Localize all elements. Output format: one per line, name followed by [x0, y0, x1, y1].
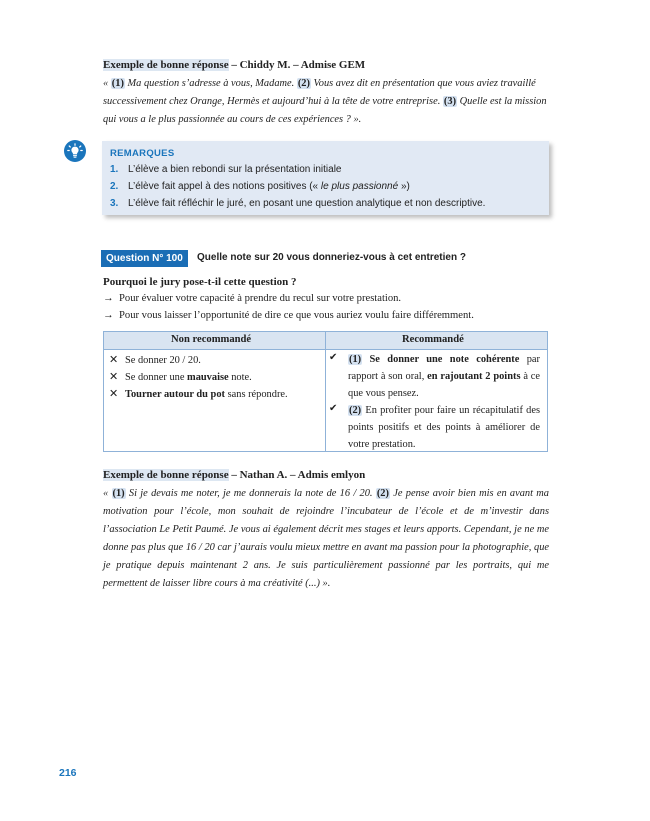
arrow-right-icon: → — [103, 310, 114, 321]
not-recommended-item: ✕ Se donner une mauvaise note. — [109, 370, 252, 383]
example-1-title — [103, 58, 549, 72]
remarks-title: REMARQUES — [110, 148, 175, 159]
recommended-item: (2) En profiter pour faire un récapitulatif des points positifs et des points à améliorer de votre prestation. — [348, 405, 540, 450]
check-icon: ✔ — [329, 352, 338, 363]
column-divider — [325, 332, 326, 451]
arrow-right-icon: → — [103, 293, 114, 304]
recommended-item: (1) Se donner une note cohérente par rapport à son oral, en rajoutant 2 points à ce que vous pensez. — [348, 354, 541, 399]
example-author: – Nathan A. – Admis emlyon — [228, 469, 366, 481]
recommendation-table — [103, 331, 548, 452]
lightbulb-icon — [64, 140, 86, 162]
why-title: Pourquoi le jury pose-t-il cette question ? — [103, 276, 297, 288]
remark-item: 3. L’élève fait réfléchir le juré, en posant une question analytique et non descriptive. — [110, 198, 486, 209]
marker-2: (2) — [297, 78, 310, 89]
marker-1: (1) — [112, 488, 125, 499]
example-2-quote: « (1) Si je devais me noter, je me donnerais la note de 16 / 20. (2) Je pense avoir bien mis en avant ma motivation pour l’école, mon souhait de rejoindre l’incubateur de l’école et de m’investir dans l’association Le Petit Paumé. Je vous ai également décrit mes stages et leurs apports. Cependant, je ne me donne pas plus que 16 / 20 car j’aurais voulu mieux mettre en avant ma passion pour la photographie, que je pratique depuis maintenant 2 ans. Je suis particulièrement passionné par les portraits, qui me permettent de laisser libre cours à ma créativité (...) ». — [103, 488, 550, 589]
question-text: Quelle note sur 20 vous donneriez-vous à cet entretien ? — [197, 252, 466, 263]
marker-1: (1) — [111, 78, 124, 89]
remarks-box — [102, 141, 549, 215]
remark-item: 2. L’élève fait appel à des notions positives (« le plus passionné ») — [110, 181, 410, 192]
marker-3: (3) — [443, 96, 457, 107]
example-label: Exemple de bonne réponse — [103, 469, 229, 481]
not-recommended-item: ✕ Se donner 20 / 20. — [109, 353, 201, 366]
check-icon: ✔ — [329, 403, 338, 414]
cross-icon: ✕ — [109, 353, 119, 366]
example-author: – Chiddy M. – Admise GEM — [228, 59, 366, 71]
cross-icon: ✕ — [109, 370, 119, 383]
example-2 — [103, 468, 549, 593]
marker-2: (2) — [376, 488, 389, 499]
why-item: → Pour évaluer votre capacité à prendre du recul sur votre prestation. — [103, 293, 402, 304]
header-not-recommended: Non recommandé — [171, 334, 252, 345]
example-label: Exemple de bonne réponse — [103, 59, 229, 71]
not-recommended-item: ✕ Tourner autour du pot sans répondre. — [109, 387, 288, 400]
example-2-title — [103, 468, 549, 482]
remark-item: 1. L’élève a bien rebondi sur la présentation initiale — [110, 164, 342, 175]
header-recommended: Recommandé — [402, 334, 464, 345]
example-1-quote: « (1) Ma question s’adresse à vous, Madame. (2) Vous avez dit en présentation que vous aviez travaillé successivement chez Orange, Hermès et aujourd’hui à la tête de votre entreprise. (3) Quelle est la mission qui vous a le plus passionnée au cours de ces expériences ? ». — [103, 78, 547, 125]
page-number: 216 — [59, 767, 77, 779]
example-1 — [103, 58, 549, 129]
why-item: → Pour vous laisser l’opportunité de dire ce que vous auriez voulu faire différemment. — [103, 310, 474, 321]
question-tag: Question N° 100 — [101, 250, 188, 267]
cross-icon: ✕ — [109, 387, 119, 400]
